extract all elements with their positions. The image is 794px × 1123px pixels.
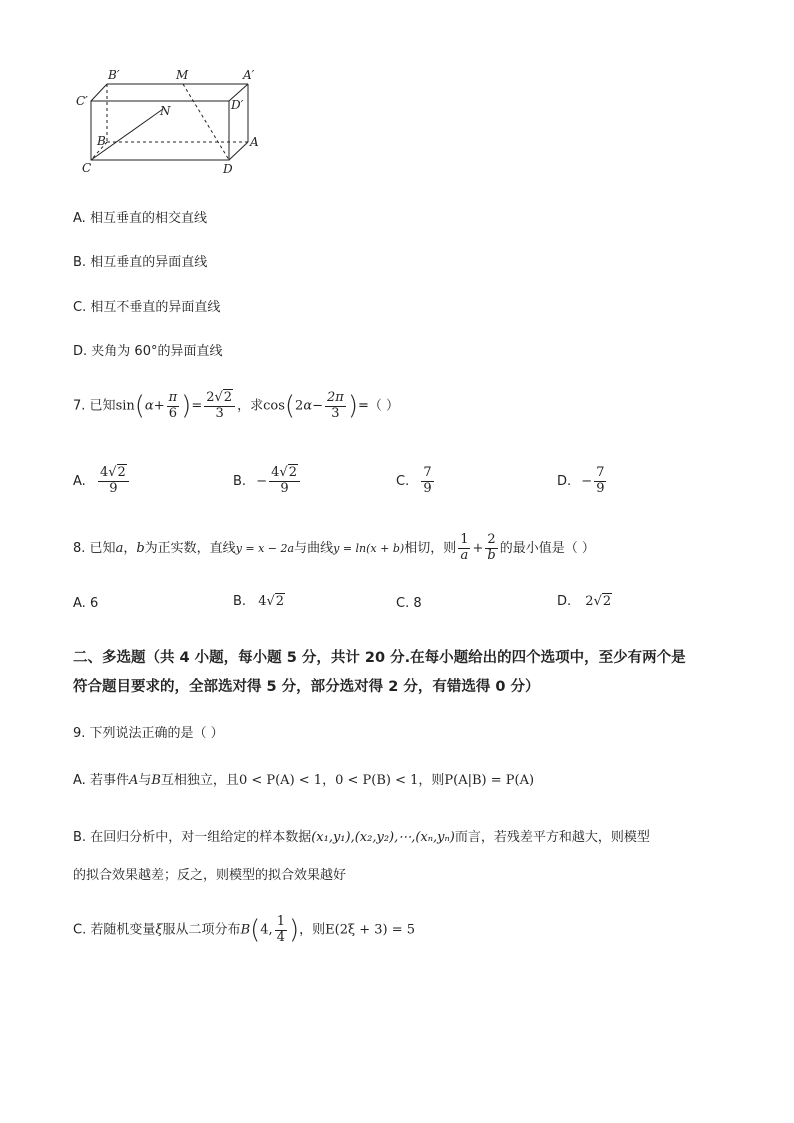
section2-heading-line2: 符合题目要求的，全部选对得 5 分，部分选对得 2 分，有错选得 0 分） [73, 679, 540, 695]
box-figure [70, 65, 270, 180]
q6-option-a: A. 相互垂直的相交直线 [73, 211, 207, 226]
q9-stem: 9. 下列说法正确的是（ ） [73, 726, 224, 741]
q8-option-d: D. 2√2 [557, 594, 612, 609]
q7-option-d: D. − $\frac{7}{9}$ [557, 465, 605, 496]
section2-heading-line1: 二、多选题（共 4 小题，每小题 5 分，共计 20 分.在每小题给出的四个选项中，至少有两个是 [73, 650, 686, 666]
q7-option-a: A. $\frac{4√2}{9}$ [73, 466, 131, 497]
q9-option-b-line2: 的拟合效果越差；反之，则模型的拟合效果越好 [73, 868, 347, 883]
label-a-prime: A′ [243, 68, 255, 82]
q7-option-b: B. − $\frac{4√2}{9}$ [233, 466, 302, 497]
q6-option-b: B. 相互垂直的异面直线 [73, 255, 208, 270]
q8-option-c: C. 8 [396, 596, 422, 611]
label-n: N [160, 104, 171, 118]
label-a: A [250, 135, 259, 149]
label-d-prime: D′ [231, 98, 244, 112]
q9-option-c: C. 若随机变量ξ服从二项分布B(4, $\frac{1}{4}$ )，则E(2ξ + 3) = 5 [73, 913, 416, 945]
q6-option-d: D. 夹角为 60°的异面直线 [73, 344, 223, 359]
label-d: D [223, 162, 233, 176]
q9-option-a: A. 若事件A与B互相独立，且0 < P(A) < 1，0 < P(B) < 1，则P(A|B) = P(A) [73, 773, 535, 788]
q8-stem: 8. 已知a，b为正实数，直线y = x − 2a与曲线y = ln(x + b)相切，则 $\frac{1}{a}$ + $\frac{2}{b}$ 的最小值是（ ） [73, 532, 595, 563]
q9-option-b-line1: B. 在回归分析中，对一组给定的样本数据(x₁,y₁),(x₂,y₂),⋯,(xₙ,yₙ)而言，若残差平方和越大，则模型 [73, 830, 650, 845]
q8-option-a: A. 6 [73, 596, 99, 611]
label-m: M [176, 68, 189, 82]
label-b: B [97, 134, 106, 148]
label-c: C [82, 161, 92, 175]
q7-option-c: C. $\frac{7}{9}$ [396, 465, 432, 496]
label-b-prime: B′ [108, 68, 120, 82]
q8-option-b: B. 4√2 [233, 594, 285, 609]
q7-stem: 7. 已知sin(α+ $\frac{\pi}{6}$ )= $\frac{2√2}{3}$ ，求cos(2α− $\frac{2\pi}{3}$ )=（ ） [73, 389, 400, 421]
label-c-prime: C′ [76, 94, 88, 108]
q6-option-c: C. 相互不垂直的异面直线 [73, 300, 221, 315]
